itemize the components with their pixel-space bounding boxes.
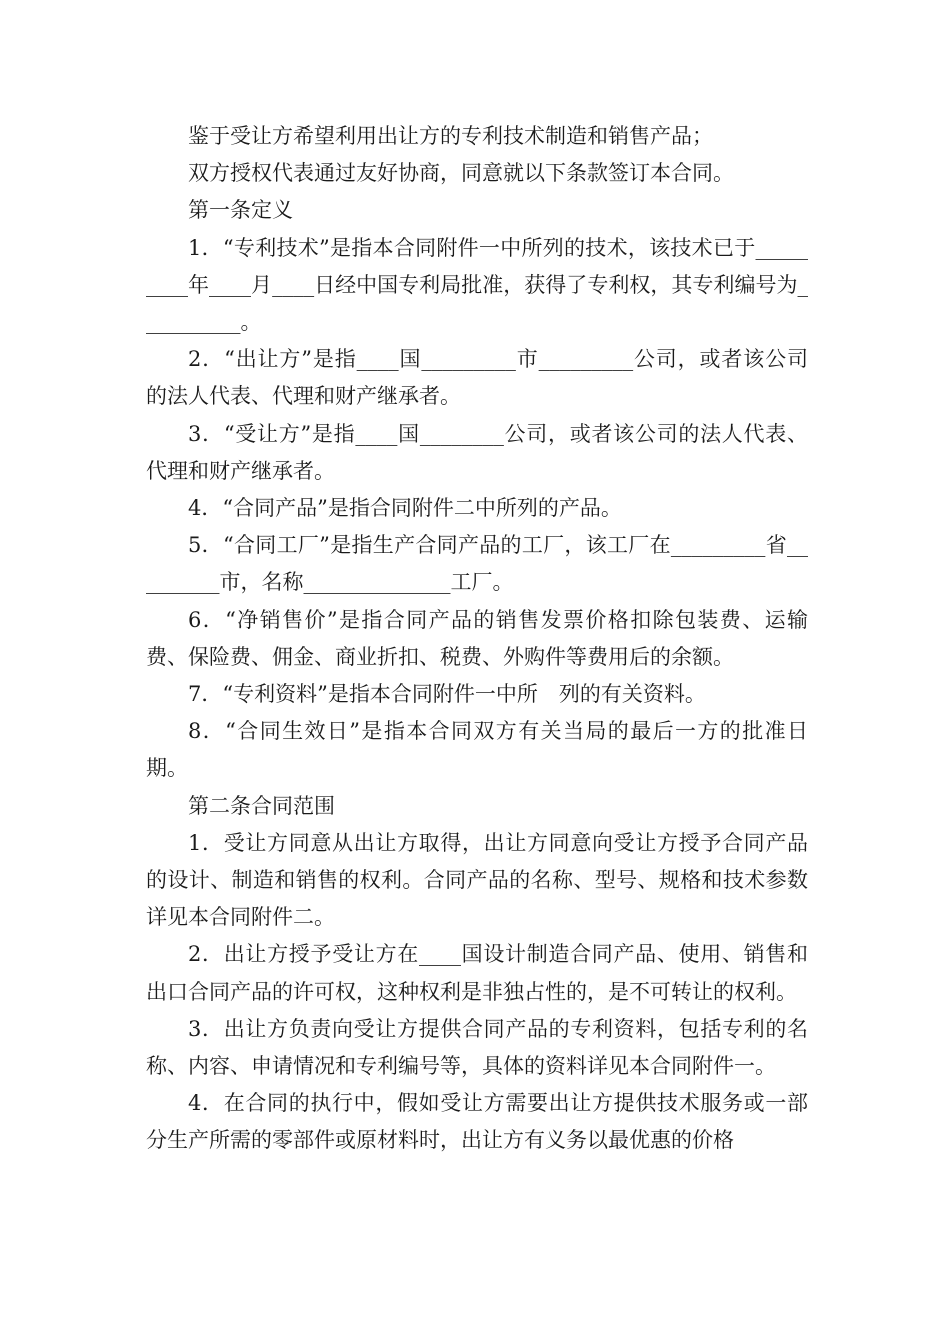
definition-5: 5．“合同工厂”是指生产合同产品的工厂，该工厂在_________省_________市，名称______________工厂。 <box>146 533 808 595</box>
article-2-heading: 第二条合同范围 <box>188 793 335 818</box>
article-1-heading: 第一条定义 <box>188 198 293 223</box>
definition-7: 7．“专利资料”是指本合同附件一中所 列的有关资料。 <box>188 682 706 707</box>
definition-6: 6．“净销售价”是指合同产品的销售发票价格扣除包装费、运输费、保险费、佣金、商业折扣、税费、外购件等费用后的余额。 <box>146 607 808 669</box>
paragraph-preamble-2: 双方授权代表通过友好协商，同意就以下条款签订本合同。 <box>188 161 734 186</box>
scope-clause-2: 2．出让方授予受让方在____国设计制造合同产品、使用、销售和出口合同产品的许可权，这种权利是非独占性的，是不可转让的权利。 <box>146 942 808 1004</box>
scope-clause-1: 1．受让方同意从出让方取得，出让方同意向受让方授予合同产品的设计、制造和销售的权利。合同产品的名称、型号、规格和技术参数详见本合同附件二。 <box>146 830 808 930</box>
definition-4: 4．“合同产品”是指合同附件二中所列的产品。 <box>188 496 622 521</box>
definition-1: 1．“专利技术”是指本合同附件一中所列的技术，该技术已于_________年____月____日经中国专利局批准，获得了专利权，其专利编号为__________。 <box>146 235 808 335</box>
definition-3: 3．“受让方”是指____国________公司，或者该公司的法人代表、代理和财产继承者。 <box>146 421 808 483</box>
scope-clause-3: 3．出让方负责向受让方提供合同产品的专利资料，包括专利的名称、内容、申请情况和专利编号等，具体的资料详见本合同附件一。 <box>146 1016 808 1079</box>
definition-2: 2．“出让方”是指____国_________市_________公司，或者该公司的法人代表、代理和财产继承者。 <box>146 347 808 409</box>
document-body <box>146 118 808 1160</box>
definition-8: 8．“合同生效日”是指本合同双方有关当局的最后一方的批准日期。 <box>146 719 808 781</box>
scope-clause-4: 4．在合同的执行中，假如受让方需要出让方提供技术服务或一部分生产所需的零部件或原材料时，出让方有义务以最优惠的价格 <box>146 1091 808 1153</box>
paragraph-preamble-1: 鉴于受让方希望利用出让方的专利技术制造和销售产品； <box>188 124 713 148</box>
